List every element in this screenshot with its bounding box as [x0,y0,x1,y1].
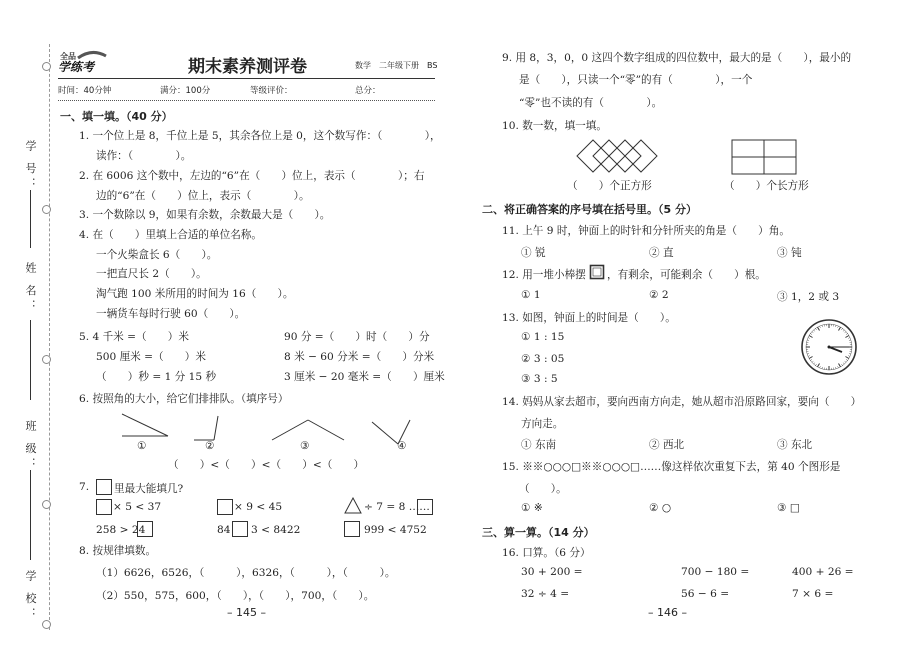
q15-option-3: ③ □ [777,502,800,514]
blank-box [344,521,360,537]
q11-option-3: ③ 钝 [777,247,802,259]
angle-label-4: ④ [397,440,407,452]
q7-r2-b2: 3 < 8422 [251,524,301,536]
grade-label: 等级评价： [250,86,293,96]
q7-r2-a: 258 > 24 [96,524,146,536]
q15-option-1: ① ※ [521,502,543,514]
q5-r1-c1: 5. 4 千米 =（ ）米 [79,331,189,343]
q10-answer-b: （ ）个长方形 [724,180,809,192]
q12-option-2: ② 2 [649,289,669,301]
q6-angles-figure [110,410,420,455]
q7-r2-c: 999 < 4752 [364,524,427,536]
q7-r1-b: × 9 < 45 [234,501,283,513]
q11: 11. 上午 9 时，钟面上的时针和分针所夹的角是（ ）角。 [502,225,790,237]
q13-option-2: ② 3 : 05 [521,353,565,365]
q6-order: （ ）<（ ）<（ ）<（ ） [168,459,365,471]
q5-r3-c2: 3 厘米 − 20 毫米 =（ ）厘米 [284,371,445,383]
page-number-right: – 146 – [648,606,687,619]
calc-item: 30 + 200 = [521,566,583,578]
q5-r3-c1: （ ）秒 = 1 分 15 秒 [96,371,217,383]
svg-text:全品: 全品 [60,52,76,61]
blank-box [232,521,248,537]
q12-option-3: ③ 1，2 或 3 [777,291,840,303]
q15-option-2: ② ○ [649,502,672,514]
publisher-logo [58,50,110,74]
calc-item: 32 ÷ 4 = [521,588,570,600]
binding-hole [42,355,51,364]
q9-line3: “零”也不读的有（ ）。 [519,97,663,109]
q7-r2-b: 84 [217,524,231,536]
calc-item: 56 − 6 = [681,588,730,600]
subject-label: 数学 二年级下册 BS [355,61,438,70]
q6: 6. 按照角的大小，给它们排排队。（填序号） [79,393,289,405]
rectangles-figure [731,139,797,175]
q13: 13. 如图，钟面上的时间是（ ）。 [502,312,676,324]
q14-line1: 14. 妈妈从家去超市，要向西南方向走，她从超市沿原路回家，要向（ ） [502,396,862,408]
angle-label-2: ② [205,440,215,452]
q12-part1: 12. 用一堆小棒摆 [502,269,586,281]
school-label: 学 校： [24,570,37,623]
q4-item-a: 一个火柴盒长 6（ ）。 [96,249,218,261]
page-number-left: – 145 – [227,606,266,619]
q4-item-c: 淘气跑 100 米所用的时间为 16（ ）。 [96,288,294,300]
q14-option-1: ① 东南 [521,439,557,451]
header-dotted-rule [58,100,435,101]
blank-box [137,521,153,537]
q14-option-3: ③ 东北 [777,439,813,451]
q1-line2: 读作：（ ）。 [96,150,192,162]
name-line [30,320,31,400]
q12-part2: ，有剩余，可能剩余（ ）根。 [607,269,766,281]
blank-box [217,499,233,515]
section2-heading: 二、将正确答案的序号填在括号里。（5 分） [482,203,697,216]
binding-margin [0,0,52,650]
q14-option-2: ② 西北 [649,439,685,451]
q15-line2: （ ）。 [519,483,567,495]
q1-line1: 1. 一个位上是 8，千位上是 5，其余各位上是 0，这个数写作：（ ）， [79,130,441,142]
blank-box [417,499,433,515]
section3-heading: 三、算一算。（14 分） [482,526,595,539]
header-rule [58,78,435,79]
q13-option-1: ① 1 : 15 [521,331,565,343]
binding-cut-line [49,44,50,630]
q15-line1: 15. ※※○○○□※※○○○□……像这样依次重复下去，第 40 个图形是 [502,461,841,473]
triangle-box [344,497,362,514]
q3: 3. 一个数除以 9，如果有余数，余数最大是（ ）。 [79,209,331,221]
diamonds-figure [576,139,662,173]
q8-b: （2）550，575，600，（ ），（ ），700，（ ）。 [96,590,375,602]
number-label: 学 号： [24,140,37,193]
q2-line1: 2. 在 6006 这个数中，左边的“6”在（ ）位上，表示（ ）；右 [79,170,425,182]
time-label: 时间：40分钟 [58,86,112,96]
q7-r1-c: ÷ 7 = 8 …… [364,501,430,513]
q9-line2: 是（ ），只读一个“零”的有（ ），一个 [519,74,753,86]
page-title: 期末素养测评卷 [188,57,307,77]
q4-item-d: 一辆货车每时行驶 60（ ）。 [96,308,246,320]
q9-line1: 9. 用 8，3，0，0 这四个数字组成的四位数中，最大的是（ ），最小的 [502,52,852,64]
q7-number: 7. [79,481,90,493]
number-line [30,190,31,248]
q10-answer-a: （ ）个正方形 [567,180,652,192]
q10: 10. 数一数，填一填。 [502,120,607,132]
angle-label-1: ① [137,440,147,452]
q14-line2: 方向走。 [521,418,564,430]
q5-r2-c2: 8 米 − 60 分米 =（ ）分米 [284,351,435,363]
binding-hole [42,205,51,214]
clock-icon [800,318,858,376]
q16: 16. 口算。（6 分） [502,547,591,559]
calc-item: 400 + 26 = [792,566,854,578]
svg-text:学练考: 学练考 [58,60,95,74]
q2-line2: 边的“6”在（ ）位上，表示（ ）。 [96,190,310,202]
q12-option-1: ① 1 [521,289,541,301]
q13-option-3: ③ 3 : 5 [521,373,558,385]
q4: 4. 在（ ）里填上合适的单位名称。 [79,229,262,241]
q8-a: （1）6626，6526，（ ），6326，（ ），（ ）。 [96,567,396,579]
binding-hole [42,62,51,71]
class-label: 班 级： [24,420,37,473]
class-line [30,470,31,560]
stick-square-icon [589,264,605,280]
total-label: 总分： [355,86,381,96]
binding-hole [42,620,51,629]
q8: 8. 按规律填数。 [79,545,157,557]
angle-label-3: ③ [300,440,310,452]
section1-heading: 一、填一填。（40 分） [60,110,173,123]
name-label: 姓 名： [24,262,37,315]
q11-option-2: ② 直 [649,247,674,259]
calc-item: 7 × 6 = [792,588,834,600]
q5-r2-c1: 500 厘米 =（ ）米 [96,351,206,363]
binding-hole [42,500,51,509]
q7-r1-a: × 5 < 37 [113,501,162,513]
blank-box [96,499,112,515]
blank-box [96,479,112,495]
q4-item-b: 一把直尺长 2（ ）。 [96,268,207,280]
calc-item: 700 − 180 = [681,566,750,578]
q7-tail: 里最大能填几? [114,483,184,495]
full-score-label: 满分：100分 [160,86,211,96]
q11-option-1: ① 锐 [521,247,546,259]
q5-r1-c2: 90 分 =（ ）时（ ）分 [284,331,430,343]
